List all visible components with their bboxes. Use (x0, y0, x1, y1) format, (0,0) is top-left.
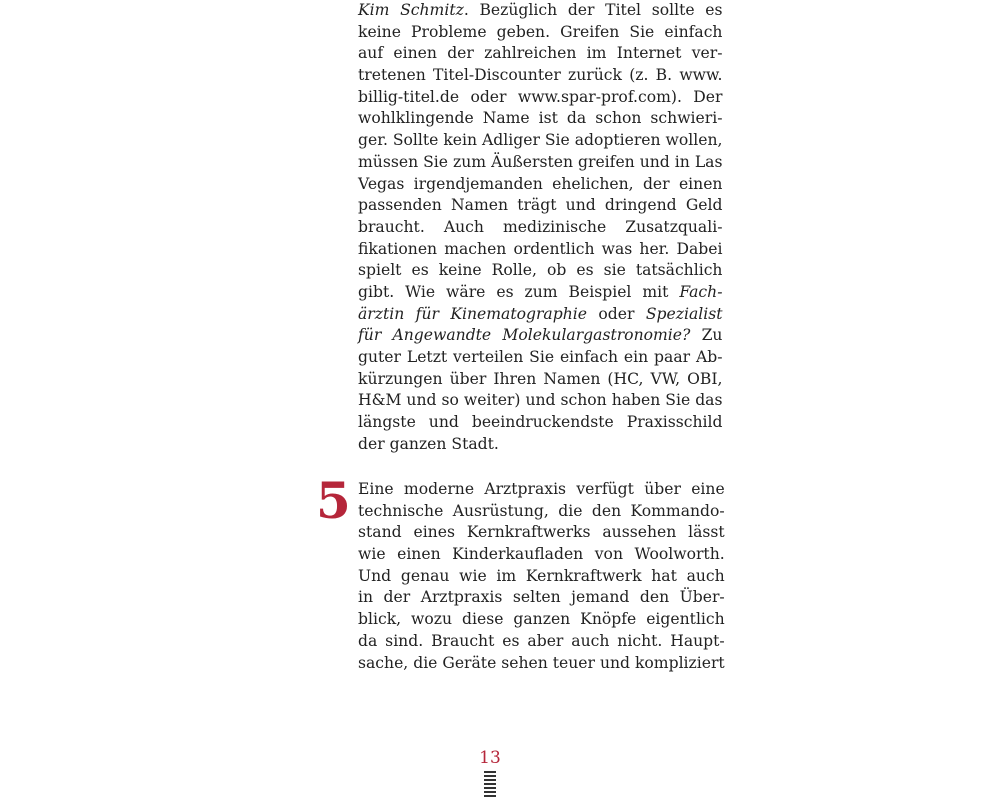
text-line (358, 217, 722, 239)
ornament-tick (484, 783, 496, 785)
text-run: gibt. Wie wäre es zum Beispiel mit (358, 282, 680, 301)
italic-text: Kim Schmitz (358, 1, 464, 19)
text-run: guter Letzt verteilen Sie einfach ein paar Ab- (358, 348, 723, 366)
text-line (358, 65, 722, 87)
page-number: 13 (479, 748, 501, 768)
text-run: kürzungen über Ihren Namen (HC, VW, OBI, (358, 369, 723, 388)
ornament-tick (484, 787, 496, 789)
text-run: ger. Sollte kein Adliger Sie adoptieren wollen, (358, 131, 723, 150)
text-run: da sind. Braucht es aber auch nicht. Haupt- (358, 631, 725, 650)
text-line (358, 347, 722, 369)
text-line (358, 653, 725, 675)
text-line (358, 501, 725, 523)
text-line (358, 108, 722, 130)
text-line (358, 282, 722, 304)
text-line (358, 130, 722, 152)
text-line (358, 87, 722, 109)
text-run: in der Arztpraxis selten jemand den Über- (358, 588, 725, 607)
paragraph-2 (358, 479, 725, 674)
text-line (358, 631, 725, 653)
text-line (358, 479, 725, 501)
text-line (358, 260, 722, 282)
text-line (358, 369, 722, 391)
text-run: passenden Namen trägt und dringend Geld (358, 196, 723, 215)
ornament-tick (484, 771, 496, 773)
ornament-tick (484, 775, 496, 777)
text-run: müssen Sie zum Äußersten greifen und in Las (358, 152, 723, 171)
text-line (358, 544, 725, 566)
section-number: 5 (316, 471, 351, 530)
text-run: wohlklingende Name ist da schon schwieri- (358, 109, 723, 128)
text-line (358, 22, 722, 44)
text-line (358, 412, 722, 434)
italic-text: Spezialist (645, 304, 723, 323)
text-line (358, 239, 722, 261)
text-run: längste und beeindruckendste Praxisschild (358, 413, 723, 432)
italic-text: Fach- (679, 282, 723, 301)
text-run: Eine moderne Arztpraxis verfügt über eine (358, 480, 725, 498)
text-run: sache, die Geräte sehen teuer und kompliziert (358, 653, 725, 672)
text-line (358, 174, 722, 196)
text-run: technische Ausrüstung, die den Kommando- (358, 501, 725, 520)
text-run: keine Probleme geben. Greifen Sie einfach (358, 22, 723, 41)
text-run: der ganzen Stadt. (358, 434, 499, 453)
text-run: stand eines Kernkraftwerks aussehen lässt (358, 523, 725, 542)
text-line (358, 434, 722, 456)
text-line (358, 522, 725, 544)
page-number-ornament (484, 771, 496, 799)
text-line (358, 609, 725, 631)
paragraph-1 (358, 0, 722, 455)
text-run: Zu (690, 326, 723, 345)
text-run: . Bezüglich der Titel sollte es (463, 1, 723, 19)
text-run: wie einen Kinderkaufladen von Woolworth. (358, 545, 725, 564)
text-line (358, 325, 722, 347)
text-run: braucht. Auch medizinische Zusatzquali- (358, 217, 723, 236)
text-run: auf einen der zahlreichen im Internet ver- (358, 44, 723, 63)
text-run: H&M und so weiter) und schon haben Sie das (358, 391, 723, 410)
text-run: spielt es keine Rolle, ob es sie tatsächlich (358, 261, 723, 280)
ornament-tick (484, 791, 496, 793)
text-run: fikationen machen ordentlich was her. Dabei (358, 239, 723, 258)
text-run: blick, wozu diese ganzen Knöpfe eigentlich (358, 610, 725, 629)
text-line (358, 0, 722, 22)
text-run: Und genau wie im Kernkraftwerk hat auch (358, 566, 725, 585)
text-line (358, 195, 722, 217)
text-line (358, 587, 725, 609)
text-line (358, 304, 722, 326)
italic-text: für Angewandte Molekulargastronomie? (358, 326, 691, 345)
text-run: billig-titel.de oder www.spar-prof.com). Der (358, 87, 723, 106)
ornament-tick (484, 795, 496, 797)
text-line (358, 566, 725, 588)
text-run: tretenen Titel-Discounter zurück (z. B. www. (358, 66, 723, 85)
text-run: Vegas irgendjemanden ehelichen, der einen (358, 174, 723, 193)
text-line (358, 43, 722, 65)
text-run: oder (586, 304, 646, 323)
italic-text: ärztin für Kinematographie (358, 304, 587, 323)
text-line (358, 152, 722, 174)
ornament-tick (484, 779, 496, 781)
text-line (358, 390, 722, 412)
